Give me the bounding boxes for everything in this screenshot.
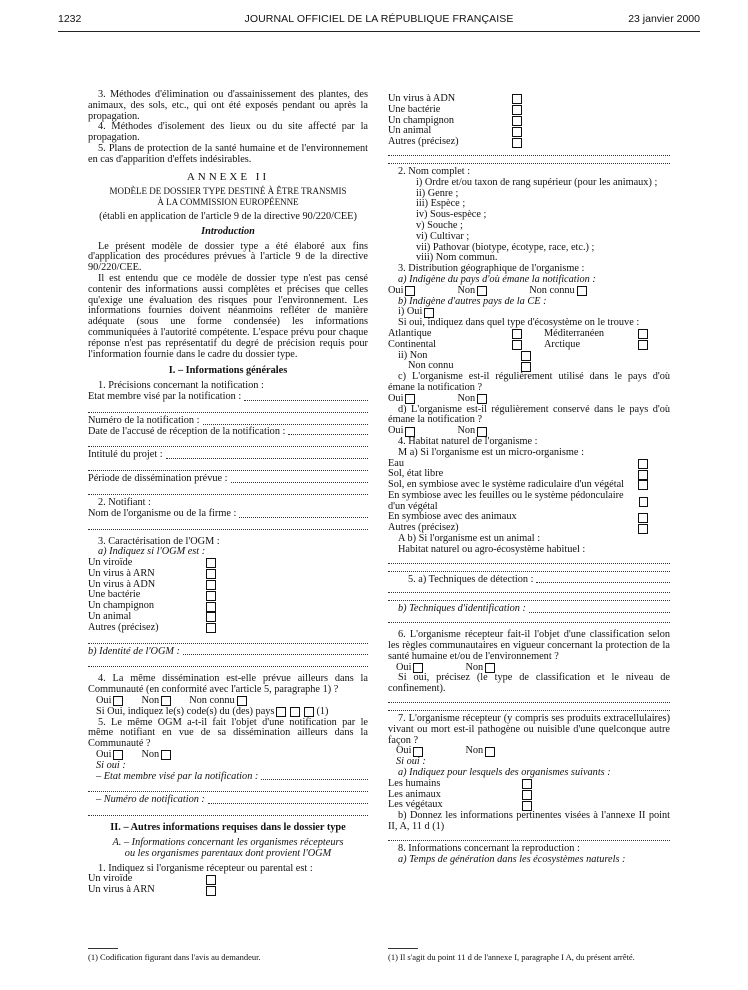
atlantique-checkbox[interactable] bbox=[512, 329, 522, 339]
country-code-box-2[interactable] bbox=[290, 707, 300, 717]
r-q7-label: 7. L'organisme récepteur (y compris ses produits extracellulaires) vivant ou mort est-il pathogène ou nuisible d'une quelconque autre façon ? bbox=[388, 713, 670, 746]
r-q7-si-oui: Si oui : bbox=[396, 756, 426, 768]
intro-paragraph-2: Il est entendu que ce modèle de dossier type n'est pas censé contenir des informations aussi complètes et précises que celles qu'exige une évaluation des risques pour l'environnement. Les informations fournies doivent néanmoins refléter de manière adéquate (sous une forme condensée) les informations communiquées à l'autorité compétente. L'espace prévu pour chaque réponse n'est pas représentatif du degré de précision requis pour l'information fournie dans le cadre du dossier type. bbox=[88, 272, 368, 360]
q4-oui-checkbox[interactable] bbox=[113, 696, 123, 706]
issue-date: 23 janvier 2000 bbox=[628, 13, 700, 25]
left-footnote: (1) Codification figurant dans l'avis au demandeur. bbox=[88, 952, 261, 962]
detection-techniques-field[interactable]: 5. a) Techniques de détection : bbox=[388, 575, 670, 586]
model-heading-1: MODÈLE DE DOSSIER TYPE DESTINÉ À ÊTRE TRANSMIS bbox=[109, 186, 347, 197]
q3a-non-checkbox[interactable] bbox=[477, 286, 487, 296]
country-codes-row: Si Oui, indiquez le(s) code(s) du (des) pays (1) bbox=[96, 705, 329, 717]
section-a-heading-2: ou les organismes parentaux dont provient l'OGM bbox=[124, 847, 332, 859]
q3d-oui-checkbox[interactable] bbox=[405, 427, 415, 437]
list-item-checkbox[interactable] bbox=[512, 116, 522, 126]
name-list-item: v) Souche ; bbox=[416, 219, 463, 231]
list-item-label: Une bactérie bbox=[388, 103, 441, 115]
header-rule bbox=[58, 31, 700, 32]
list-item bbox=[88, 885, 218, 896]
country-code-box-1[interactable] bbox=[276, 707, 286, 717]
q7-organism-list bbox=[388, 779, 538, 811]
q3-label: 3. Caractérisation de l'OGM : bbox=[98, 535, 220, 547]
list-item-checkbox[interactable] bbox=[206, 602, 216, 612]
section-1-heading: I. – Informations générales bbox=[168, 365, 288, 377]
list-item-label: Un virus à ARN bbox=[88, 884, 155, 896]
section-a-heading-1: A. – Informations concernant les organismes récepteurs bbox=[112, 837, 344, 849]
r-q3-label: 3. Distribution géographique de l'organisme : bbox=[398, 263, 585, 275]
list-item-checkbox[interactable] bbox=[512, 105, 522, 115]
name-list-item: iv) Sous-espèce ; bbox=[416, 209, 487, 221]
q3d-non-checkbox[interactable] bbox=[477, 427, 487, 437]
intro-heading: Introduction bbox=[201, 225, 255, 237]
list-item-checkbox[interactable] bbox=[638, 470, 648, 480]
list-item-label: Sol, état libre bbox=[388, 468, 444, 480]
member-state-field[interactable]: Etat membre visé par la notification : bbox=[88, 392, 368, 403]
r-q3a-label: a) Indigène du pays d'où émane la notification : bbox=[398, 273, 596, 285]
list-item-checkbox[interactable] bbox=[206, 886, 216, 896]
intro-paragraph-1: Le présent modèle de dossier type a été élaboré aux fins d'application des procédures prévues à l'article 9 de la directive 90/220/CEE. bbox=[88, 240, 368, 274]
q3a-non-connu-checkbox[interactable] bbox=[577, 286, 587, 296]
ogm-type-list bbox=[88, 558, 368, 634]
list-item bbox=[388, 105, 524, 116]
list-item-label: Eau bbox=[388, 457, 405, 469]
r-q3d-label: d) L'organisme est-il régulièrement conservé dans le pays d'où émane la notification ? bbox=[388, 403, 670, 426]
r-q8a-label: a) Temps de génération dans les écosystèmes naturels : bbox=[398, 853, 626, 865]
right-footnote-rule bbox=[388, 948, 418, 949]
habitat-list bbox=[388, 459, 670, 535]
ecosystem-row-1: Atlantique Méditerranéen bbox=[388, 329, 650, 340]
r-q8-label: 8. Informations concernant la reproduction : bbox=[398, 842, 580, 854]
notification-number-field[interactable]: Numéro de la notification : bbox=[88, 416, 368, 427]
list-item-label: Sol, en symbiose avec le système radiculaire d'un végétal bbox=[388, 479, 625, 491]
name-list-item: viii) Nom commun. bbox=[416, 252, 498, 264]
q4-non-connu-checkbox[interactable] bbox=[237, 696, 247, 706]
r-q3c-label: c) L'organisme est-il régulièrement utilisé dans le pays d'où émane la notification ? bbox=[388, 371, 670, 393]
q3c-non-checkbox[interactable] bbox=[477, 394, 487, 404]
r-q4-label: 4. Habitat naturel de l'organisme : bbox=[398, 435, 538, 447]
list-item-label: Un champignon bbox=[88, 600, 155, 612]
q7-non-checkbox[interactable] bbox=[485, 747, 495, 757]
journal-title: JOURNAL OFFICIEL DE LA RÉPUBLIQUE FRANÇAISE bbox=[244, 13, 514, 25]
name-list-item: iii) Espèce ; bbox=[416, 198, 466, 210]
list-item-label: Autres (précisez) bbox=[388, 136, 459, 148]
q3a-oui-checkbox[interactable] bbox=[405, 286, 415, 296]
q5-oui-checkbox[interactable] bbox=[113, 750, 123, 760]
list-item-label: Un animal bbox=[388, 125, 432, 137]
annex-title: ANNEXE II bbox=[186, 170, 270, 183]
list-item bbox=[388, 491, 650, 513]
list-item-checkbox[interactable] bbox=[638, 513, 648, 523]
list-item-checkbox[interactable] bbox=[638, 480, 648, 490]
list-item-checkbox[interactable] bbox=[512, 138, 522, 148]
list-item-checkbox[interactable] bbox=[522, 779, 532, 789]
arctique-checkbox[interactable] bbox=[638, 340, 648, 350]
q3b-non-checkbox[interactable] bbox=[521, 351, 531, 361]
q5-member-state-field[interactable]: – Etat membre visé par la notification : bbox=[88, 772, 368, 783]
name-list-item: ii) Genre ; bbox=[416, 187, 459, 199]
q5-label: 5. Le même OGM a-t-il fait l'objet d'une notification par le même notifiant en vue de sa dissémination ailleurs dans la Communauté ? bbox=[88, 716, 368, 750]
project-title-field[interactable]: Intitulé du projet : bbox=[88, 450, 368, 461]
page-number: 1232 bbox=[58, 13, 82, 25]
section-2-heading: II. – Autres informations requises dans le dossier type bbox=[110, 822, 346, 834]
list-item-label: Une bactérie bbox=[88, 589, 141, 601]
r-q3d-options: Oui Non bbox=[388, 426, 670, 437]
r-q6-si-oui: Si oui, précisez (le type de classification et le niveau de confinement). bbox=[388, 672, 670, 695]
list-item-label: Un virus à ADN bbox=[388, 93, 456, 104]
q1-label: 1. Précisions concernant la notification : bbox=[98, 380, 264, 392]
list-item-checkbox[interactable] bbox=[206, 875, 216, 885]
list-item bbox=[388, 137, 524, 148]
q3a-label: a) Indiquez si l'OGM est : bbox=[98, 546, 206, 558]
q5-si-oui: Si oui : bbox=[96, 759, 126, 771]
r-q3a-options: Oui Non Non connu bbox=[388, 286, 670, 297]
list-item-checkbox[interactable] bbox=[512, 127, 522, 137]
mediterraneen-checkbox[interactable] bbox=[638, 329, 648, 339]
paragraph-3: 3. Méthodes d'élimination ou d'assainissement des plantes, des animaux, des sols, etc., qui ont été exposés pendant ou après la propagation. bbox=[88, 89, 368, 122]
list-item-label: En symbiose avec les feuilles ou le système pédonculaire d'un végétal bbox=[388, 489, 624, 512]
list-item-label: Un viroïde bbox=[88, 557, 133, 569]
list-item-label: Un champignon bbox=[388, 114, 455, 126]
list-item-label: Un virus à ADN bbox=[88, 578, 156, 590]
left-column bbox=[88, 90, 368, 896]
list-item-label: Autres (précisez) bbox=[388, 522, 459, 534]
list-item-checkbox[interactable] bbox=[206, 623, 216, 633]
right-top-list bbox=[388, 94, 528, 148]
name-list-item: i) Ordre et/ou taxon de rang supérieur (pour les animaux) ; bbox=[416, 176, 658, 188]
ecosystem-non-connu: Non connu bbox=[388, 361, 533, 372]
r-q4-micro: M a) Si l'organisme est un micro-organisme : bbox=[398, 446, 584, 458]
q2-label: 2. Notifiant : bbox=[98, 496, 151, 508]
r-q2-label: 2. Nom complet : bbox=[398, 165, 471, 177]
list-item-checkbox[interactable] bbox=[206, 558, 216, 568]
ecosystem-non: ii) Non bbox=[388, 351, 533, 362]
name-list-item: vii) Pathovar (biotype, écotype, race, etc.) ; bbox=[416, 241, 595, 253]
ecosystem-row-2: Continental Arctique bbox=[388, 340, 650, 351]
organisation-name-field[interactable]: Nom de l'organisme ou de la firme : bbox=[88, 509, 368, 520]
r-ecosystem-label: Si oui, indiquez dans quel type d'écosystème on le trouve : bbox=[398, 317, 640, 329]
list-item-label: Les humains bbox=[388, 777, 441, 789]
right-footnote: (1) Il s'agit du point 11 d de l'annexe I, paragraphe I A, du présent arrêté. bbox=[388, 952, 635, 962]
continental-checkbox[interactable] bbox=[512, 340, 522, 350]
list-item-label: Un animal bbox=[88, 611, 132, 623]
q5-non-checkbox[interactable] bbox=[161, 750, 171, 760]
r-q4-animal: A b) Si l'organisme est un animal : bbox=[398, 533, 541, 545]
r-q7-options: Oui Non bbox=[388, 746, 670, 757]
country-code-box-3[interactable] bbox=[304, 707, 314, 717]
list-item-checkbox[interactable] bbox=[206, 569, 216, 579]
name-list-item: vi) Cultivar ; bbox=[416, 230, 470, 242]
q3c-oui-checkbox[interactable] bbox=[405, 394, 415, 404]
list-item-label: En symbiose avec des animaux bbox=[388, 511, 517, 523]
list-item-checkbox[interactable] bbox=[512, 94, 522, 104]
list-item bbox=[388, 779, 534, 790]
page-header bbox=[58, 14, 700, 28]
q5-notification-number-field[interactable]: – Numéro de notification : bbox=[88, 795, 368, 806]
recipient-type-list bbox=[88, 874, 368, 896]
r-q6-label: 6. L'organisme récepteur fait-il l'objet d'une classification selon les règles communautaires en vigueur concernant la protection de la santé humaine et/ou de l'environnement ? bbox=[388, 629, 670, 662]
q5-options: Oui Non bbox=[88, 750, 368, 761]
list-item-checkbox[interactable] bbox=[522, 790, 532, 800]
list-item bbox=[88, 623, 218, 634]
ogm-identity-field[interactable]: b) Identité de l'OGM : bbox=[88, 647, 368, 658]
q1-recipient-label: 1. Indiquez si l'organisme récepteur ou parental est : bbox=[98, 862, 313, 874]
list-item-label: Un virus à ARN bbox=[88, 567, 155, 579]
list-item-checkbox[interactable] bbox=[206, 612, 216, 622]
r-q3c-options: Oui Non bbox=[388, 394, 670, 405]
list-item-checkbox[interactable] bbox=[638, 459, 648, 469]
q4-label: 4. La même dissémination est-elle prévue ailleurs dans la Communauté (en conformité avec l'article 5, paragraphe 1) ? bbox=[88, 673, 368, 696]
paragraph-5: 5. Plans de protection de la santé humaine et de l'environnement en cas d'apparition d'effets indésirables. bbox=[88, 142, 368, 165]
identification-techniques-field[interactable]: b) Techniques d'identification : bbox=[388, 604, 670, 615]
q4-non-checkbox[interactable] bbox=[161, 696, 171, 706]
list-item-label: Les végétaux bbox=[388, 799, 443, 811]
established-note: (établi en application de l'article 9 de la directive 90/220/CEE) bbox=[99, 210, 357, 222]
r-habitat-label: Habitat naturel ou agro-écosystème habituel : bbox=[398, 543, 586, 555]
list-item-checkbox[interactable] bbox=[206, 580, 216, 590]
list-item-label: Un viroïde bbox=[88, 873, 133, 885]
release-period-field[interactable]: Période de dissémination prévue : bbox=[88, 474, 368, 485]
r-q6-options: Oui Non bbox=[388, 663, 670, 674]
list-item-label: Les animaux bbox=[388, 788, 441, 800]
r-q7b-label: b) Donnez les informations pertinentes visées à l'annexe II point II, A, 11 d (1) bbox=[388, 810, 670, 833]
model-heading-2: À LA COMMISSION EUROPÉENNE bbox=[157, 197, 299, 208]
r-q3b-oui: i) Oui bbox=[388, 307, 670, 318]
left-footnote-rule bbox=[88, 948, 118, 949]
right-column bbox=[388, 94, 670, 865]
receipt-date-field[interactable]: Date de l'accusé de réception de la notification : bbox=[88, 427, 368, 438]
r-q3b-label: b) Indigène d'autres pays de la CE : bbox=[398, 295, 547, 307]
list-item-checkbox[interactable] bbox=[206, 591, 216, 601]
list-item-checkbox[interactable] bbox=[638, 524, 648, 534]
full-name-list bbox=[388, 178, 670, 264]
list-item-label: Autres (précisez) bbox=[88, 621, 159, 633]
q4-options: Oui Non Non connu bbox=[88, 696, 368, 707]
list-item-checkbox[interactable] bbox=[639, 497, 648, 507]
paragraph-4: 4. Méthodes d'isolement des lieux ou du site affecté par la propagation. bbox=[88, 121, 368, 144]
r-q7a-label: a) Indiquez pour lesquels des organismes suivants : bbox=[398, 767, 611, 779]
